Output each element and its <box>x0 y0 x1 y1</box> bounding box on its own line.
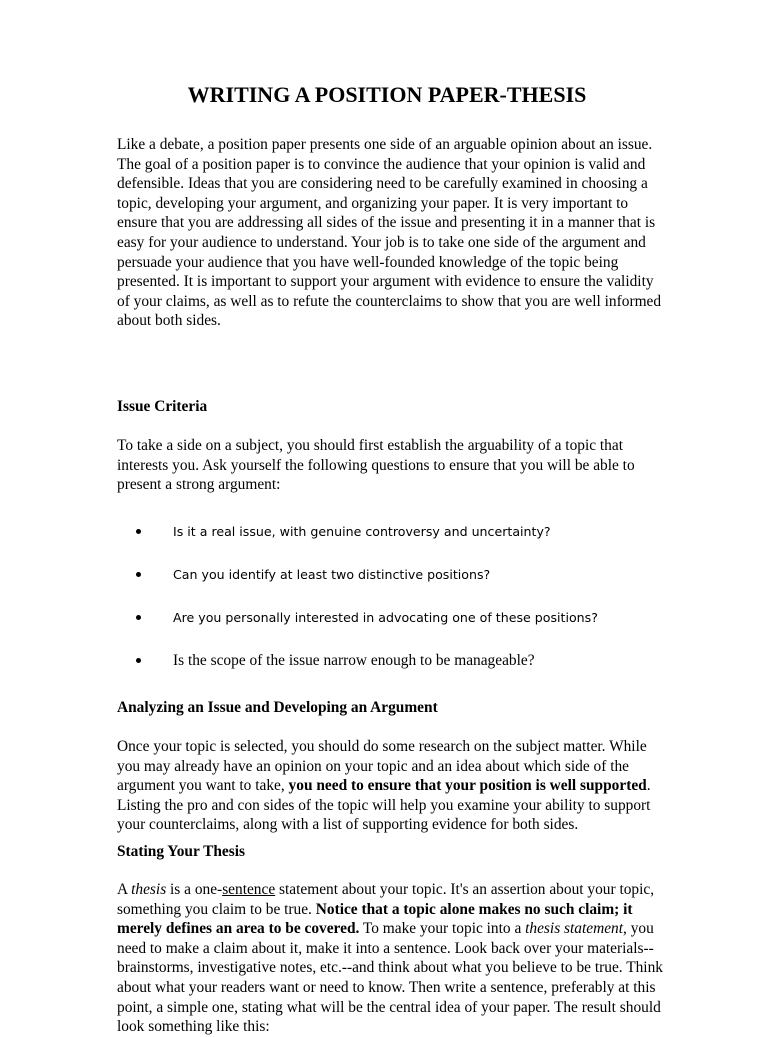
analyzing-paragraph <box>117 737 663 835</box>
issue-criteria-paragraph: To take a side on a subject, you should first establish the arguability of a topic that interests you. Ask yourself the following questions to ensure that you will be able to present a strong argument: <box>117 437 635 494</box>
list-item <box>117 522 657 541</box>
list-item-text: Can you identify at least two distinctive positions? <box>173 567 491 582</box>
thesis-statement-italic: thesis statement <box>525 920 624 938</box>
analyzing-bold-text: you need to ensure that your position is well supported <box>288 777 647 795</box>
bullet-icon <box>136 529 141 534</box>
bullet-icon <box>136 572 141 577</box>
analyzing-text-after: . Listing the pro and con sides of the topic will help you examine your ability to support your counterclaims, along with a list of supporting evidence for both sides. <box>117 777 651 834</box>
thesis-text-1: is a one- <box>166 881 223 898</box>
thesis-text-4: , you need to make a claim about it, make it into a sentence. Look back over your materials--brainstorms, investigative notes, etc.--and think about what you believe to be true. Think about what your readers want or need to know. Then write a sentence, preferably at this point, a simple one, stating what will be the central idea of your paper. The result should look something like this: <box>117 920 663 1036</box>
sentence-link[interactable]: sentence <box>222 881 276 898</box>
thesis-text-3: To make your topic into a <box>359 920 526 938</box>
thesis-text-2: statement about your topic. It's an assertion about your topic, something you claim to be true. <box>117 881 655 918</box>
thesis-bold-text: Notice that a topic alone makes no such claim; it merely defines an area to be covered. <box>117 900 633 938</box>
bullet-icon <box>136 658 141 663</box>
issue-criteria-heading: Issue Criteria <box>117 398 208 415</box>
thesis-text-a: A <box>117 881 132 898</box>
list-item-text: Is the scope of the issue narrow enough to be manageable? <box>173 652 535 669</box>
thesis-italic: thesis <box>131 881 167 898</box>
thesis-paragraph <box>117 880 663 1037</box>
list-item <box>117 565 657 584</box>
page-title: WRITING A POSITION PAPER-THESIS <box>187 82 587 107</box>
analyzing-text-before: Once your topic is selected, you should do some research on the subject matter. While you may already have an opinion on your topic and an idea about which side of the argument you want to take, <box>117 738 647 795</box>
list-item <box>117 608 657 627</box>
list-item-text: Are you personally interested in advocating one of these positions? <box>173 610 598 625</box>
thesis-heading: Stating Your Thesis <box>117 843 246 860</box>
list-item-text: Is it a real issue, with genuine controversy and uncertainty? <box>173 524 551 539</box>
criteria-list <box>117 522 657 694</box>
analyzing-heading: Analyzing an Issue and Developing an Argument <box>117 699 438 716</box>
bullet-icon <box>136 615 141 620</box>
list-item <box>117 651 657 670</box>
intro-paragraph: Like a debate, a position paper presents one side of an arguable opinion about an issue. The goal of a position paper is to convince the audience that your opinion is valid and defensible. Ideas that you are considering need to be carefully examined in choosing a topic, developing your argument, and organizing your paper. It is very important to ensure that you are addressing all sides of the issue and presenting it in a manner that is easy for your audience to understand. Your job is to take one side of the argument and persuade your audience that you have well-founded knowledge of the topic being presented. It is important to support your argument with evidence to ensure the validity of your claims, as well as to refute the counterclaims to show that you are well informed about both sides. <box>117 136 662 330</box>
